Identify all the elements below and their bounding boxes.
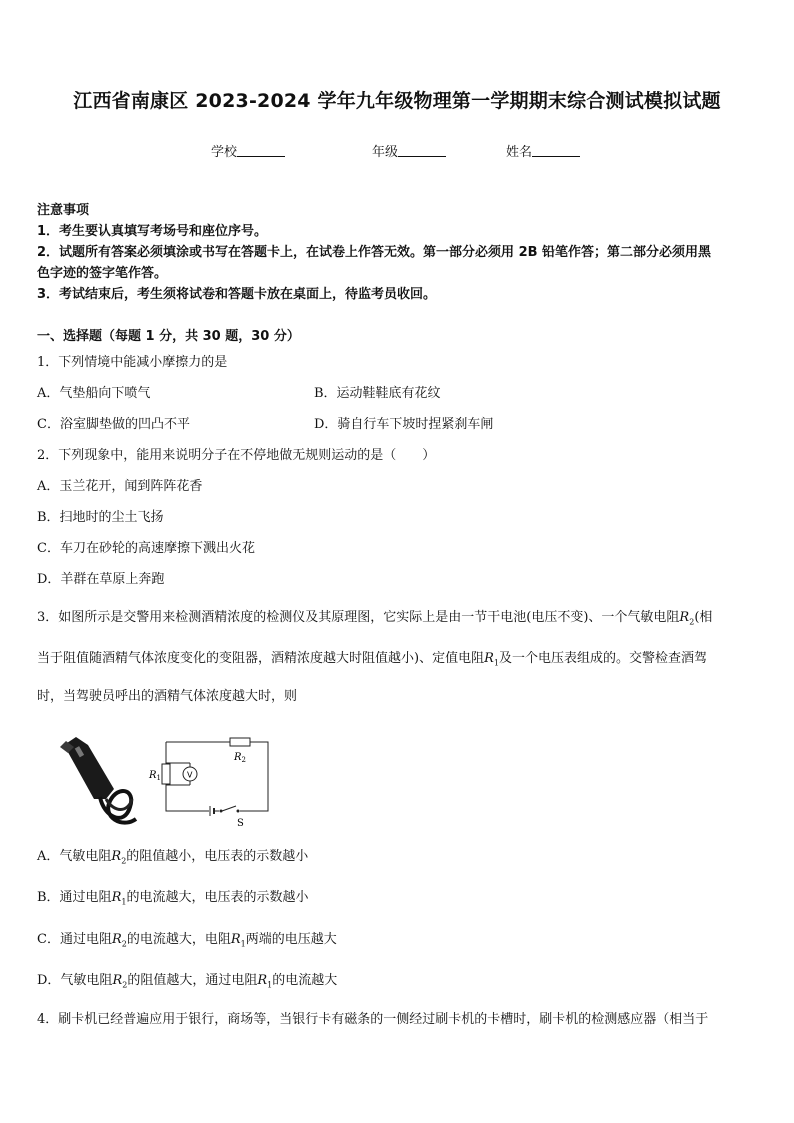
- option-b: B．扫地时的尘土飞扬: [37, 510, 164, 525]
- grade-field: [372, 141, 446, 160]
- notice-heading: 注意事项: [37, 203, 90, 218]
- question-stem-line: 时，当驾驶员呼出的酒精气体浓度越大时，则: [37, 689, 298, 704]
- circuit-wires: [166, 742, 268, 811]
- option-c: C．车刀在砂轮的高速摩擦下溅出火花: [37, 541, 255, 556]
- notice-item: 1．考生要认真填写考场号和座位序号。: [37, 224, 268, 239]
- option-d: D．羊群在草原上奔跑: [37, 572, 165, 587]
- resistor-r1: [162, 764, 170, 784]
- name-label: 姓名: [506, 145, 533, 160]
- breathalyzer-device-image: [44, 727, 139, 832]
- breathalyzer-circuit-figure: [44, 727, 284, 832]
- name-field: [506, 141, 580, 160]
- r2-label: $R_2$: [234, 752, 246, 764]
- option-a: A．玉兰花开，闻到阵阵花香: [37, 479, 203, 494]
- name-blank: [532, 144, 580, 157]
- switch-label: S: [237, 818, 244, 829]
- question-stem-line: 3．如图所示是交警用来检测酒精浓度的检测仪及其原理图，它实际上是由一节干电池(电压不变)、一个气敏电阻$R_2$(相: [37, 610, 713, 627]
- option-b: B．通过电阻$R_1$的电流越大，电压表的示数越小: [37, 890, 309, 907]
- option-b: B．运动鞋鞋底有花纹: [314, 386, 441, 401]
- option-d: D．骑自行车下坡时捏紧刹车闸: [314, 417, 494, 432]
- notice-item: 2．试题所有答案必须填涂或书写在答题卡上，在试卷上作答无效。第一部分必须用 2B 铅笔作答；第二部分必须用黑: [37, 245, 712, 260]
- question-stem: 4．刷卡机已经普遍应用于银行，商场等，当银行卡有磁条的一侧经过刷卡机的卡槽时，刷卡机的检测感应器（相当于: [37, 1012, 709, 1027]
- question-stem-line: 当于阻值随酒精气体浓度变化的变阻器，酒精浓度越大时阻值越小)、定值电阻$R_1$及一个电压表组成的。交警检查酒驾: [37, 651, 707, 668]
- question-stem: 1．下列情境中能减小摩擦力的是: [37, 355, 228, 370]
- option-d: D．气敏电阻$R_2$的阻值越大，通过电阻$R_1$的电流越大: [37, 973, 338, 990]
- voltmeter-label: V: [187, 770, 193, 780]
- resistor-r2: [230, 738, 250, 746]
- resistor-r2-symbol: $R_2$: [679, 610, 695, 627]
- option-c: C．通过电阻$R_2$的电流越大，电阻$R_1$两端的电压越大: [37, 932, 337, 949]
- exam-title: 江西省南康区 2023-2024 学年九年级物理第一学期期末综合测试模拟试题: [73, 90, 721, 112]
- grade-blank: [398, 144, 446, 157]
- resistor-r1-symbol: $R_1$: [484, 651, 499, 668]
- switch-blade: [222, 806, 236, 811]
- question-stem: 2．下列现象中，能用来说明分子在不停地做无规则运动的是（ ）: [37, 448, 436, 463]
- grade-label: 年级: [372, 145, 399, 160]
- option-a: A．气垫船向下喷气: [37, 386, 151, 401]
- notice-item: 3．考试结束后，考生须将试卷和答题卡放在桌面上，待监考员收回。: [37, 287, 437, 302]
- option-a: A．气敏电阻$R_2$的阻值越小，电压表的示数越小: [37, 849, 309, 866]
- option-c: C．浴室脚垫做的凹凸不平: [37, 417, 190, 432]
- r1-label: $R_1$: [149, 770, 161, 782]
- notice-item: 色字迹的签字笔作答。: [37, 266, 168, 281]
- school-label: 学校: [211, 145, 238, 160]
- section-heading: 一、选择题（每题 1 分，共 30 题，30 分）: [37, 329, 300, 344]
- school-field: [211, 141, 285, 160]
- school-blank: [237, 144, 285, 157]
